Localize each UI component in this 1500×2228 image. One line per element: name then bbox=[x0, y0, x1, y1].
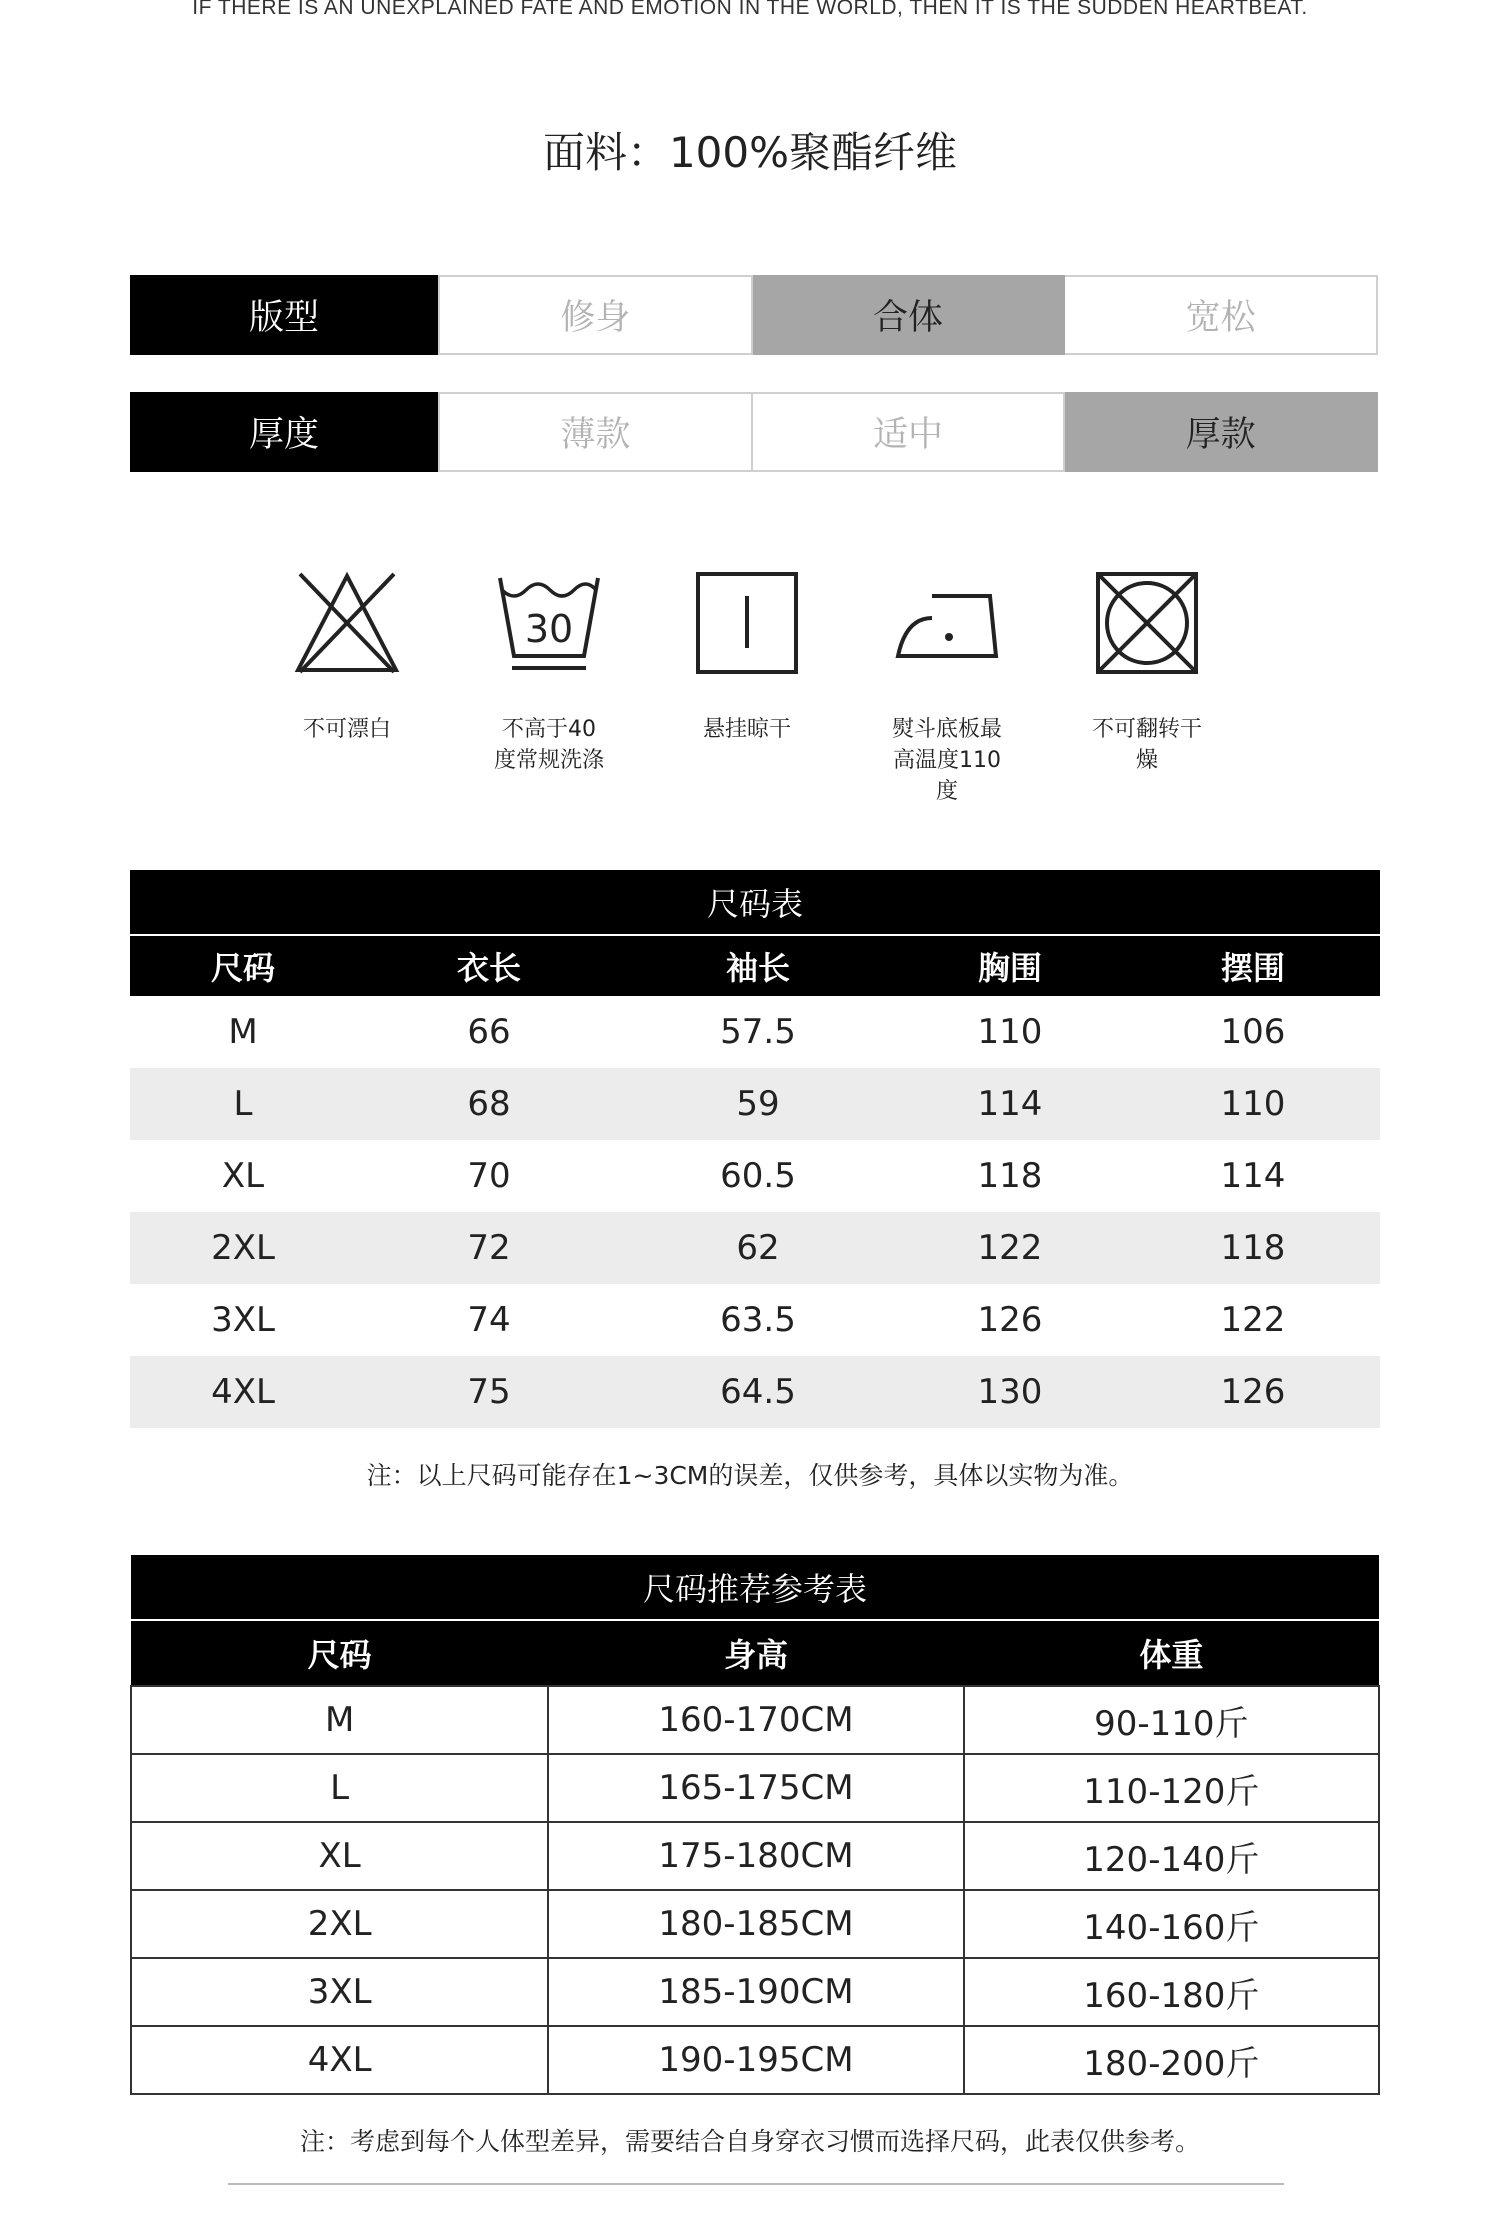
table-cell: 190-195CM bbox=[548, 2026, 963, 2094]
table-row bbox=[131, 1754, 1379, 1822]
table-cell: 2XL bbox=[131, 1890, 548, 1958]
table-cell: 64.5 bbox=[622, 1356, 894, 1428]
care-label-hang-dry: 悬挂晾干 bbox=[702, 717, 791, 742]
table-cell: 72 bbox=[356, 1212, 622, 1284]
thickness-label: 厚度 bbox=[130, 392, 438, 472]
care-item-hang-dry bbox=[662, 568, 832, 745]
table-row bbox=[131, 1686, 1379, 1754]
table-cell: 66 bbox=[467, 1012, 511, 1052]
fabric-composition: 面料：100%聚酯纤维 bbox=[542, 128, 958, 177]
table-cell: 114 bbox=[1220, 1156, 1286, 1196]
table-cell: 110-120斤 bbox=[964, 1754, 1379, 1822]
table-cell: 2XL bbox=[130, 1212, 356, 1284]
table-cell: 60.5 bbox=[720, 1156, 796, 1196]
size-table-header: 尺码 bbox=[130, 935, 356, 996]
care-instructions bbox=[0, 568, 1500, 818]
table-cell: 118 bbox=[977, 1156, 1043, 1196]
table-cell: 180-185CM bbox=[548, 1890, 963, 1958]
care-label-no-tumble-dry: 不可翻转干 燥 bbox=[1091, 717, 1202, 773]
table-cell: 165-175CM bbox=[548, 1754, 963, 1822]
size-table-title: 尺码表 bbox=[130, 870, 1380, 935]
table-row bbox=[131, 2026, 1379, 2094]
table-cell: 70 bbox=[467, 1156, 511, 1196]
fit-option-loose: 宽松 bbox=[1065, 275, 1378, 355]
table-cell: 120-140斤 bbox=[964, 1822, 1379, 1890]
care-label-wash: 不高于40 度常规洗涤 bbox=[493, 717, 604, 773]
rec-table-title-row bbox=[131, 1555, 1379, 1620]
table-cell: 180-200斤 bbox=[964, 2026, 1379, 2094]
size-recommendation-table bbox=[130, 1555, 1380, 2095]
size-table-header-row bbox=[130, 935, 1380, 996]
size-table-note: 注：以上尺码可能存在1~3CM的误差，仅供参考，具体以实物为准。 bbox=[366, 1461, 1134, 1490]
table-cell: 110 bbox=[977, 1012, 1043, 1052]
care-item-iron bbox=[862, 568, 1032, 807]
thickness-option-thin: 薄款 bbox=[438, 392, 753, 472]
table-cell: 106 bbox=[1220, 1012, 1286, 1052]
fit-row bbox=[130, 275, 1378, 355]
table-cell: 63.5 bbox=[720, 1300, 796, 1340]
size-table bbox=[130, 870, 1380, 1428]
table-cell: 68 bbox=[356, 1068, 622, 1140]
table-cell: 122 bbox=[894, 1212, 1126, 1284]
table-row bbox=[130, 1284, 1380, 1356]
table-cell: M bbox=[228, 1012, 258, 1052]
thickness-row bbox=[130, 392, 1378, 472]
size-table-header: 衣长 bbox=[356, 935, 622, 996]
rec-table-header: 体重 bbox=[964, 1620, 1379, 1686]
table-cell: 122 bbox=[1220, 1300, 1286, 1340]
wash-temperature-text: 30 bbox=[524, 607, 574, 651]
table-cell: 130 bbox=[894, 1356, 1126, 1428]
care-item-no-tumble-dry bbox=[1062, 568, 1232, 776]
table-cell: XL bbox=[131, 1822, 548, 1890]
table-cell: 160-170CM bbox=[548, 1686, 963, 1754]
rec-table-header: 身高 bbox=[548, 1620, 963, 1686]
table-cell: 126 bbox=[977, 1300, 1043, 1340]
table-cell: 160-180斤 bbox=[964, 1958, 1379, 2026]
rec-table-title: 尺码推荐参考表 bbox=[131, 1555, 1379, 1620]
care-item-wash-30 bbox=[464, 568, 634, 776]
no-tumble-dry-icon bbox=[1092, 568, 1202, 678]
rec-table-note: 注：考虑到每个人体型差异，需要结合自身穿衣习惯而选择尺码，此表仅供参考。 bbox=[299, 2127, 1200, 2156]
table-row bbox=[131, 1822, 1379, 1890]
care-item-no-bleach bbox=[262, 568, 432, 745]
table-cell: 140-160斤 bbox=[964, 1890, 1379, 1958]
table-cell: 118 bbox=[1126, 1212, 1380, 1284]
table-row bbox=[130, 1140, 1380, 1212]
table-row bbox=[131, 1958, 1379, 2026]
fit-option-slim: 修身 bbox=[438, 275, 753, 355]
table-cell: 57.5 bbox=[720, 1012, 796, 1052]
table-cell: 74 bbox=[467, 1300, 511, 1340]
table-row bbox=[130, 996, 1380, 1068]
hang-dry-icon bbox=[692, 568, 802, 678]
size-table-header: 袖长 bbox=[622, 935, 894, 996]
table-cell: 75 bbox=[356, 1356, 622, 1428]
size-table-header: 摆围 bbox=[1126, 935, 1380, 996]
care-label-no-bleach: 不可漂白 bbox=[302, 717, 391, 742]
table-cell: L bbox=[130, 1068, 356, 1140]
table-cell: 4XL bbox=[130, 1356, 356, 1428]
rec-table-header: 尺码 bbox=[131, 1620, 548, 1686]
table-cell: XL bbox=[221, 1156, 265, 1196]
table-cell: L bbox=[131, 1754, 548, 1822]
table-cell: 175-180CM bbox=[548, 1822, 963, 1890]
size-table-header: 胸围 bbox=[894, 935, 1126, 996]
table-row bbox=[130, 1212, 1380, 1284]
fit-label: 版型 bbox=[130, 275, 438, 355]
top-banner-text: IF THERE IS AN UNEXPLAINED FATE AND EMOTION IN THE WORLD, THEN IT IS THE SUDDEN HEARTBEAT. bbox=[192, 0, 1308, 19]
thickness-option-medium: 适中 bbox=[753, 392, 1066, 472]
table-row bbox=[130, 1356, 1380, 1428]
table-cell: 114 bbox=[894, 1068, 1126, 1140]
size-table-title-row bbox=[130, 870, 1380, 935]
rec-table-header-row bbox=[131, 1620, 1379, 1686]
care-label-iron: 熨斗底板最 高温度110 度 bbox=[891, 717, 1002, 804]
fit-option-regular: 合体 bbox=[753, 275, 1066, 355]
bottom-divider bbox=[228, 2183, 1284, 2185]
table-row bbox=[131, 1890, 1379, 1958]
table-row bbox=[130, 1068, 1380, 1140]
table-cell: 4XL bbox=[131, 2026, 548, 2094]
table-cell: 110 bbox=[1126, 1068, 1380, 1140]
table-cell: 185-190CM bbox=[548, 1958, 963, 2026]
table-cell: 59 bbox=[622, 1068, 894, 1140]
table-cell: 62 bbox=[622, 1212, 894, 1284]
table-cell: 126 bbox=[1126, 1356, 1380, 1428]
table-cell: 3XL bbox=[131, 1958, 548, 2026]
thickness-option-thick: 厚款 bbox=[1065, 392, 1378, 472]
table-cell: M bbox=[131, 1686, 548, 1754]
no-bleach-icon bbox=[292, 568, 402, 678]
iron-icon bbox=[892, 568, 1002, 678]
table-cell: 90-110斤 bbox=[964, 1686, 1379, 1754]
table-cell: 3XL bbox=[211, 1300, 275, 1340]
wash-30-icon bbox=[494, 568, 604, 678]
